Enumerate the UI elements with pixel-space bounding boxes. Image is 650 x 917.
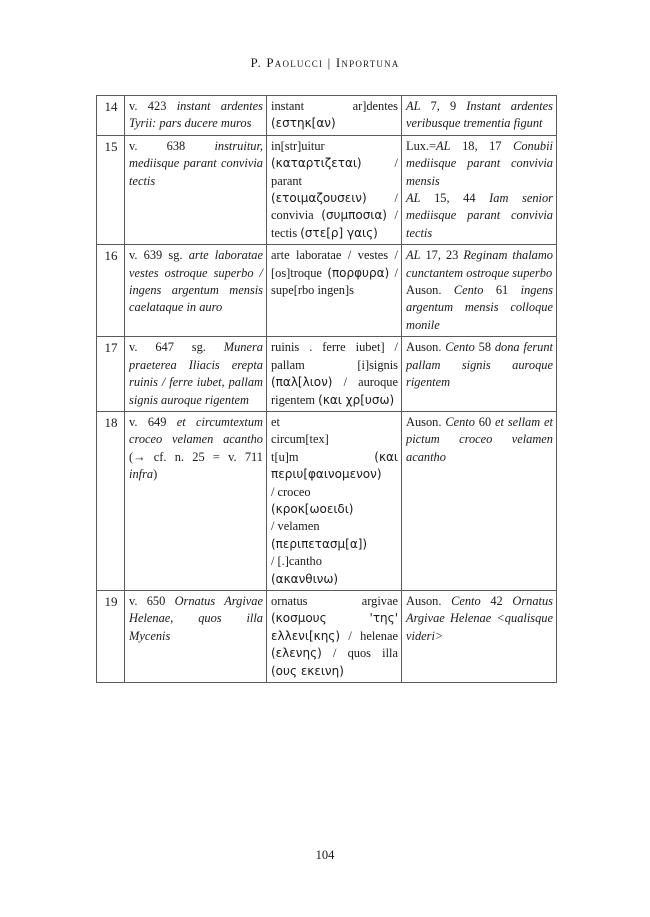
aeneid-passage-cell: [125, 245, 267, 337]
aeneid-passage-cell: [125, 135, 267, 244]
text-run: 15, 44: [420, 191, 490, 206]
text-run: 60: [474, 414, 496, 429]
text-run: / convivia: [271, 191, 398, 223]
page-number: 104: [315, 848, 335, 862]
aeneid-passage-cell: [125, 337, 267, 412]
italic-text: et circumtextum croceo velamen acantho: [129, 414, 263, 447]
italic-text: Conubii mediisque parant convivia mensis: [406, 138, 553, 188]
greek-text: (ους εκεινη): [271, 663, 344, 678]
text-run: instant ar]dentes: [271, 99, 398, 113]
text-run: ruinis . ferre iubet] / pallam [i]signis: [271, 340, 398, 372]
greek-text: (εστηκ[αν): [271, 116, 336, 131]
text-run: Auson.: [406, 593, 452, 608]
parallel-texts-cell: [402, 245, 557, 337]
papyrus-text-cell: [267, 590, 402, 682]
greek-text: (ακανθινω): [271, 571, 339, 586]
italic-text: ingens argentum mensis colloque monile: [406, 283, 553, 332]
greek-text: (ετοιμαζουσειν): [271, 191, 367, 206]
text-run: t[u]m: [271, 449, 375, 464]
papyrus-text-cell: [267, 337, 402, 412]
greek-text: (στε[ρ] γαις): [300, 225, 378, 240]
text-run: / croceo: [271, 484, 311, 499]
text-run: / [.]cantho: [271, 554, 322, 569]
text-run: in[str]uitur: [271, 138, 325, 153]
italic-text: dona ferunt pallam signis auroque rigentem: [406, 340, 553, 390]
greek-text: (περιπετασμ[α]): [271, 536, 368, 551]
aeneid-passage-cell: [125, 411, 267, 590]
text-run: circum[tex]: [271, 432, 329, 447]
text-run: v. 647 sg.: [129, 340, 224, 355]
italic-text: Cento: [451, 593, 481, 608]
italic-text: instruitur, mediisque parant convivia tectis: [129, 138, 263, 188]
italic-text: AL: [406, 248, 421, 263]
row-number: 19: [97, 590, 125, 682]
text-run: Lux.=: [406, 138, 437, 153]
table-body: [97, 96, 557, 683]
parallel-texts-cell: [402, 411, 557, 590]
table-row: [97, 96, 557, 136]
concordance-table: [96, 95, 557, 683]
papyrus-text-cell: [267, 135, 402, 244]
text-run: / quos illa: [321, 646, 398, 661]
italic-text: Cento: [445, 340, 475, 355]
row-number: 17: [97, 337, 125, 412]
text-run: v. 650: [129, 593, 175, 608]
text-run: Auson.: [406, 340, 446, 355]
text-run: 58: [474, 340, 495, 355]
papyrus-text-cell: [267, 245, 402, 337]
parallel-texts-cell: [402, 337, 557, 412]
parallel-texts-cell: [402, 590, 557, 682]
text-run: 42: [480, 593, 513, 608]
italic-text: instant ardentes Tyrii: pars ducere muros: [129, 99, 263, 131]
greek-text: (συμποσια): [321, 208, 387, 223]
italic-text: arte laboratae vestes ostroque superbo / ingens argentum mensis caelataque in auro: [129, 248, 263, 315]
text-run: 17, 23: [420, 248, 464, 263]
table-row: [97, 411, 557, 590]
text-run: (→ cf. n. 25 = v. 711: [129, 449, 263, 464]
text-run: / supe[rbo ingen]s: [271, 265, 398, 298]
italic-text: et sellam et pictum croceo velamen acantho: [406, 414, 553, 464]
papyrus-text-cell: [267, 411, 402, 590]
italic-text: infra: [129, 467, 154, 482]
table-row: [97, 590, 557, 682]
italic-text: Iam senior mediisque parant convivia tectis: [406, 191, 553, 240]
greek-text: (καταρτιζεται): [271, 156, 362, 171]
parallel-texts-cell: [402, 96, 557, 136]
row-number: 16: [97, 245, 125, 337]
aeneid-passage-cell: [125, 590, 267, 682]
text-run: 18, 17: [450, 138, 514, 153]
italic-text: AL: [436, 138, 451, 153]
text-run: / velamen: [271, 519, 320, 534]
text-run: et: [271, 414, 280, 429]
greek-text: (κοσμους 'της' ελλενι[κης): [271, 611, 398, 643]
text-run: Auson.: [406, 283, 454, 298]
parallel-texts-cell: [402, 135, 557, 244]
italic-text: AL: [406, 191, 421, 206]
table-row: [97, 337, 557, 412]
text-run: / auroque rigentem: [271, 375, 398, 407]
italic-text: Instant ardentes veribusque trementia figunt: [406, 99, 553, 131]
italic-text: Munera praeterea Iliacis erepta ruinis / ferre iubet, pallam signis auroque rigentem: [129, 340, 263, 407]
greek-text: (παλ[λιον): [271, 375, 333, 390]
text-run: 61: [483, 283, 521, 298]
papyrus-text-cell: [267, 96, 402, 136]
greek-text: (πορφυρα): [327, 265, 390, 280]
italic-text: Ornatus Argivae Helenae, quos illa Mycenis: [129, 593, 263, 643]
text-run: / helenae: [340, 628, 398, 643]
text-run: ornatus argivae: [271, 593, 398, 608]
text-run: v. 639 sg.: [129, 248, 189, 263]
text-run: 7, 9: [420, 99, 467, 113]
row-number: 15: [97, 135, 125, 244]
text-run: ): [153, 467, 158, 482]
table-row: [97, 245, 557, 337]
text-run: / tectis: [271, 208, 399, 240]
text-run: v. 638: [129, 138, 215, 153]
text-run: / parant: [271, 156, 398, 188]
running-head: P. Paolucci | Inportuna: [250, 55, 400, 70]
greek-text: (ελενης): [271, 646, 322, 661]
table-row: [97, 135, 557, 244]
greek-text: (κροκ[ωοειδι): [271, 501, 354, 516]
text-run: Auson.: [406, 414, 446, 429]
greek-text: (και περιυ[φαινομενον): [271, 449, 398, 482]
text-run: v. 423: [129, 99, 177, 113]
row-number: 14: [97, 96, 125, 136]
row-number: 18: [97, 411, 125, 590]
italic-text: Ornatus Argivae Helenae <qualisque videri>: [406, 593, 553, 643]
italic-text: Cento: [453, 283, 484, 298]
text-run: arte laboratae / vestes / [os]troque: [271, 248, 398, 280]
italic-text: AL: [406, 99, 421, 113]
italic-text: Reginam thalamo cunctantem ostroque superbo: [406, 248, 553, 280]
italic-text: Cento: [445, 414, 475, 429]
text-run: v. 649: [129, 414, 177, 429]
aeneid-passage-cell: [125, 96, 267, 136]
greek-text: (και χρ[υσω): [318, 392, 395, 407]
